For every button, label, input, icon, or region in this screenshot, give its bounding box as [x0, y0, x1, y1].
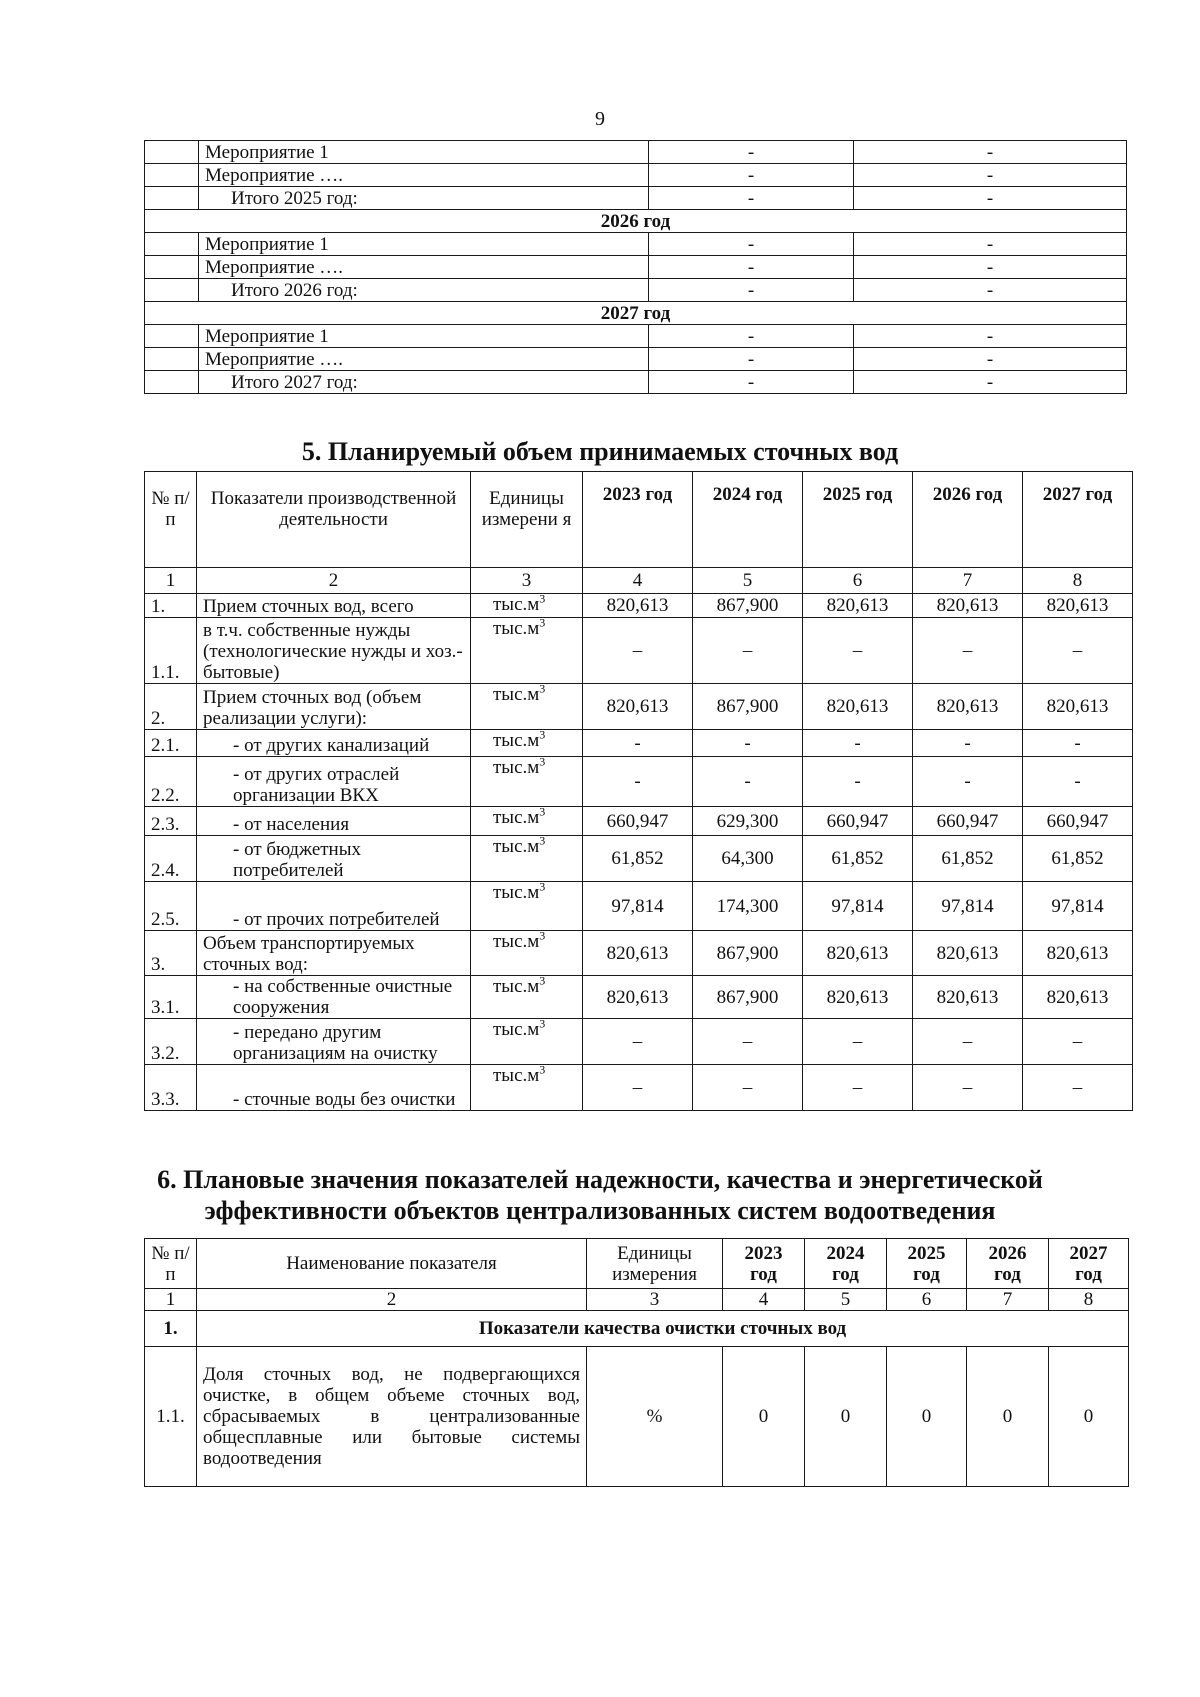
row-value: –: [583, 1019, 693, 1065]
year-heading-row: [145, 210, 1127, 233]
header-row: [145, 1239, 1129, 1289]
indicator-row: [145, 1347, 1129, 1487]
row-value: -: [1023, 757, 1133, 807]
row-value: -: [693, 757, 803, 807]
row-value: 629,300: [693, 807, 803, 836]
row-unit: [471, 1065, 583, 1111]
row-num: 3.2.: [145, 1019, 197, 1065]
unit-text: тыс.м: [493, 730, 540, 751]
row-value: –: [913, 1065, 1023, 1111]
group-row: [145, 1311, 1129, 1347]
row-value: 660,947: [583, 807, 693, 836]
row-unit: [471, 807, 583, 836]
header-year: 2026 год: [913, 472, 1023, 568]
value-cell: -: [649, 256, 854, 279]
value-cell: -: [854, 371, 1127, 394]
value-cell: -: [854, 141, 1127, 164]
row-value: 820,613: [913, 931, 1023, 976]
row-num: 3.3.: [145, 1065, 197, 1111]
activities-table: [144, 140, 1127, 394]
row-value: 174,300: [693, 882, 803, 931]
row-value: 64,300: [693, 836, 803, 882]
row-indicator: - сточные воды без очистки: [197, 1065, 471, 1111]
row-value: 820,613: [803, 976, 913, 1019]
row-value: 820,613: [913, 684, 1023, 730]
value-cell: -: [854, 256, 1127, 279]
row-value: 61,852: [803, 836, 913, 882]
row-num: 2.: [145, 684, 197, 730]
value-cell: -: [854, 325, 1127, 348]
group-num: 1.: [145, 1311, 197, 1347]
activity-name: Мероприятие 1: [199, 325, 649, 348]
row-value: 820,613: [583, 976, 693, 1019]
col-number: 6: [803, 568, 913, 594]
header-year: 2027 год: [1023, 472, 1133, 568]
col-number: 6: [887, 1289, 967, 1311]
group-title: Показатели качества очистки сточных вод: [197, 1311, 1129, 1347]
row-value: 0: [805, 1347, 887, 1487]
empty-num-cell: [145, 348, 199, 371]
unit-text: тыс.м: [493, 931, 540, 952]
header-num: № п/п: [145, 1239, 197, 1289]
row-value: –: [693, 618, 803, 684]
data-row: [145, 931, 1133, 976]
row-value: 61,852: [913, 836, 1023, 882]
row-value: 0: [723, 1347, 805, 1487]
value-cell: -: [649, 164, 854, 187]
col-number: 4: [583, 568, 693, 594]
activity-row: [145, 233, 1127, 256]
row-value: 820,613: [803, 684, 913, 730]
header-year: 2024 год: [693, 472, 803, 568]
data-row: [145, 976, 1133, 1019]
row-unit: [471, 757, 583, 807]
value-cell: -: [854, 233, 1127, 256]
row-indicator: Доля сточных вод, не подвергающихся очистке, в общем объеме сточных вод, сбрасываемых в централизованные общесплавные или бытовые системы водоотведения: [197, 1347, 587, 1487]
header-year: 2027 год: [1049, 1239, 1129, 1289]
row-unit: [471, 618, 583, 684]
value-cell: -: [649, 371, 854, 394]
unit-superscript: 3: [539, 930, 546, 943]
empty-num-cell: [145, 233, 199, 256]
activity-row: [145, 348, 1127, 371]
row-indicator: Прием сточных вод (объем реализации услуги):: [197, 684, 471, 730]
unit-superscript: 3: [539, 729, 546, 742]
row-value: 0: [887, 1347, 967, 1487]
value-cell: -: [649, 325, 854, 348]
value-cell: -: [854, 164, 1127, 187]
row-num: 2.5.: [145, 882, 197, 931]
activity-row: [145, 325, 1127, 348]
unit-superscript: 3: [539, 835, 546, 848]
column-number-row: [145, 568, 1133, 594]
col-number: 8: [1049, 1289, 1129, 1311]
row-value: 97,814: [913, 882, 1023, 931]
total-row: [145, 371, 1127, 394]
col-number: 5: [693, 568, 803, 594]
row-value: 867,900: [693, 594, 803, 618]
value-cell: -: [854, 348, 1127, 371]
unit-superscript: 3: [539, 756, 546, 769]
row-unit: %: [587, 1347, 723, 1487]
year-heading-row: [145, 302, 1127, 325]
row-indicator: Объем транспортируемых сточных вод:: [197, 931, 471, 976]
section-6-title-line-1: 6. Плановые значения показателей надежности, качества и энергетической: [157, 1165, 1043, 1194]
row-indicator: - от бюджетных потребителей: [197, 836, 471, 882]
row-value: 61,852: [1023, 836, 1133, 882]
header-year: 2023 год: [583, 472, 693, 568]
value-cell: -: [854, 279, 1127, 302]
unit-superscript: 3: [539, 683, 546, 696]
data-row: [145, 1065, 1133, 1111]
col-number: 3: [587, 1289, 723, 1311]
row-num: 3.1.: [145, 976, 197, 1019]
total-label: Итого 2025 год:: [199, 187, 649, 210]
row-value: 820,613: [803, 594, 913, 618]
activity-row: [145, 256, 1127, 279]
row-value: -: [583, 757, 693, 807]
section-5-title: 5. Планируемый объем принимаемых сточных вод: [301, 437, 899, 466]
empty-num-cell: [145, 141, 199, 164]
header-year: 2025 год: [803, 472, 913, 568]
unit-superscript: 3: [539, 975, 546, 988]
row-value: 820,613: [1023, 976, 1133, 1019]
row-value: –: [1023, 618, 1133, 684]
row-value: –: [693, 1065, 803, 1111]
row-num: 1.1.: [145, 618, 197, 684]
activity-row: [145, 141, 1127, 164]
row-indicator: - от населения: [197, 807, 471, 836]
row-value: 97,814: [583, 882, 693, 931]
col-number: 7: [913, 568, 1023, 594]
row-num: 3.: [145, 931, 197, 976]
header-unit: Единицы измерения: [587, 1239, 723, 1289]
unit-text: тыс.м: [493, 594, 540, 615]
row-value: -: [1023, 730, 1133, 757]
row-value: –: [583, 618, 693, 684]
activity-name: Мероприятие 1: [199, 141, 649, 164]
header-indicator: Показатели производственной деятельности: [197, 472, 471, 568]
row-value: 867,900: [693, 931, 803, 976]
unit-superscript: 3: [539, 1018, 546, 1031]
row-indicator: - передано другим организациям на очистку: [197, 1019, 471, 1065]
unit-superscript: 3: [539, 617, 546, 630]
row-value: -: [913, 730, 1023, 757]
unit-text: тыс.м: [493, 618, 540, 639]
row-num: 1.1.: [145, 1347, 197, 1487]
row-value: 820,613: [1023, 594, 1133, 618]
unit-superscript: 3: [539, 881, 546, 894]
header-unit: Единицы измерени я: [471, 472, 583, 568]
header-year: 2026 год: [967, 1239, 1049, 1289]
row-value: –: [803, 1019, 913, 1065]
col-number: 1: [145, 1289, 197, 1311]
row-value: 0: [1049, 1347, 1129, 1487]
header-row: [145, 472, 1133, 568]
row-indicator: - от прочих потребителей: [197, 882, 471, 931]
row-value: 820,613: [913, 976, 1023, 1019]
row-value: –: [693, 1019, 803, 1065]
col-number: 3: [471, 568, 583, 594]
unit-text: тыс.м: [493, 807, 540, 828]
total-label: Итого 2026 год:: [199, 279, 649, 302]
data-row: [145, 684, 1133, 730]
row-num: 2.3.: [145, 807, 197, 836]
section-6-title-line-2: эффективности объектов централизованных систем водоотведения: [204, 1196, 996, 1225]
row-unit: [471, 1019, 583, 1065]
row-value: -: [803, 730, 913, 757]
unit-text: тыс.м: [493, 1065, 540, 1086]
empty-num-cell: [145, 187, 199, 210]
unit-text: тыс.м: [493, 882, 540, 903]
row-value: 820,613: [583, 931, 693, 976]
col-number: 8: [1023, 568, 1133, 594]
row-indicator: Прием сточных вод, всего: [197, 594, 471, 618]
data-row: [145, 807, 1133, 836]
empty-num-cell: [145, 371, 199, 394]
row-value: -: [693, 730, 803, 757]
row-value: 820,613: [1023, 684, 1133, 730]
row-value: 97,814: [803, 882, 913, 931]
row-unit: [471, 882, 583, 931]
col-number: 5: [805, 1289, 887, 1311]
data-row: [145, 594, 1133, 618]
unit-text: тыс.м: [493, 976, 540, 997]
unit-text: тыс.м: [493, 836, 540, 857]
col-number: 4: [723, 1289, 805, 1311]
activity-name: Мероприятие 1: [199, 233, 649, 256]
row-value: 660,947: [913, 807, 1023, 836]
total-row: [145, 279, 1127, 302]
row-value: 660,947: [1023, 807, 1133, 836]
year-heading: 2026 год: [145, 210, 1127, 233]
unit-superscript: 3: [539, 806, 546, 819]
data-row: [145, 1019, 1133, 1065]
activity-name: Мероприятие ….: [199, 256, 649, 279]
row-unit: [471, 594, 583, 618]
row-unit: [471, 730, 583, 757]
col-number: 2: [197, 1289, 587, 1311]
row-unit: [471, 976, 583, 1019]
header-year: 2024 год: [805, 1239, 887, 1289]
value-cell: -: [649, 348, 854, 371]
row-num: 1.: [145, 594, 197, 618]
data-row: [145, 836, 1133, 882]
row-indicator: - от других отраслей организации ВКХ: [197, 757, 471, 807]
value-cell: -: [649, 233, 854, 256]
value-cell: -: [649, 187, 854, 210]
activity-name: Мероприятие ….: [199, 164, 649, 187]
header-num: № п/п: [145, 472, 197, 568]
row-value: 820,613: [803, 931, 913, 976]
unit-text: тыс.м: [493, 757, 540, 778]
unit-superscript: 3: [539, 1064, 546, 1077]
unit-text: тыс.м: [493, 684, 540, 705]
row-value: 820,613: [583, 594, 693, 618]
activity-name: Мероприятие ….: [199, 348, 649, 371]
row-value: 820,613: [583, 684, 693, 730]
row-value: –: [913, 1019, 1023, 1065]
data-row: [145, 882, 1133, 931]
row-value: 660,947: [803, 807, 913, 836]
row-value: 97,814: [1023, 882, 1133, 931]
row-indicator: - от других канализаций: [197, 730, 471, 757]
reliability-indicators-table: [144, 1238, 1129, 1487]
activity-row: [145, 164, 1127, 187]
year-heading: 2027 год: [145, 302, 1127, 325]
unit-text: тыс.м: [493, 1019, 540, 1040]
row-value: 867,900: [693, 684, 803, 730]
data-row: [145, 757, 1133, 807]
unit-superscript: 3: [539, 593, 546, 606]
header-year: 2025 год: [887, 1239, 967, 1289]
row-unit: [471, 836, 583, 882]
total-label: Итого 2027 год:: [199, 371, 649, 394]
col-number: 1: [145, 568, 197, 594]
row-unit: [471, 684, 583, 730]
row-num: 2.4.: [145, 836, 197, 882]
total-row: [145, 187, 1127, 210]
row-value: –: [1023, 1065, 1133, 1111]
value-cell: -: [854, 187, 1127, 210]
data-row: [145, 618, 1133, 684]
header-year: 2023 год: [723, 1239, 805, 1289]
row-value: 820,613: [913, 594, 1023, 618]
row-value: –: [913, 618, 1023, 684]
value-cell: -: [649, 279, 854, 302]
row-indicator: в т.ч. собственные нужды (технологические нужды и хоз.-бытовые): [197, 618, 471, 684]
page-number: 9: [595, 108, 605, 130]
row-value: 0: [967, 1347, 1049, 1487]
value-cell: -: [649, 141, 854, 164]
empty-num-cell: [145, 164, 199, 187]
row-num: 2.2.: [145, 757, 197, 807]
data-row: [145, 730, 1133, 757]
row-indicator: - на собственные очистные сооружения: [197, 976, 471, 1019]
row-value: 61,852: [583, 836, 693, 882]
wastewater-volume-table: [144, 471, 1133, 1111]
row-value: –: [583, 1065, 693, 1111]
row-value: -: [803, 757, 913, 807]
col-number: 2: [197, 568, 471, 594]
row-value: –: [1023, 1019, 1133, 1065]
empty-num-cell: [145, 256, 199, 279]
row-value: 820,613: [1023, 931, 1133, 976]
row-value: –: [803, 1065, 913, 1111]
row-value: 867,900: [693, 976, 803, 1019]
row-unit: [471, 931, 583, 976]
row-value: -: [913, 757, 1023, 807]
row-num: 2.1.: [145, 730, 197, 757]
header-indicator: Наименование показателя: [197, 1239, 587, 1289]
row-value: –: [803, 618, 913, 684]
empty-num-cell: [145, 325, 199, 348]
row-value: -: [583, 730, 693, 757]
column-number-row: [145, 1289, 1129, 1311]
col-number: 7: [967, 1289, 1049, 1311]
empty-num-cell: [145, 279, 199, 302]
